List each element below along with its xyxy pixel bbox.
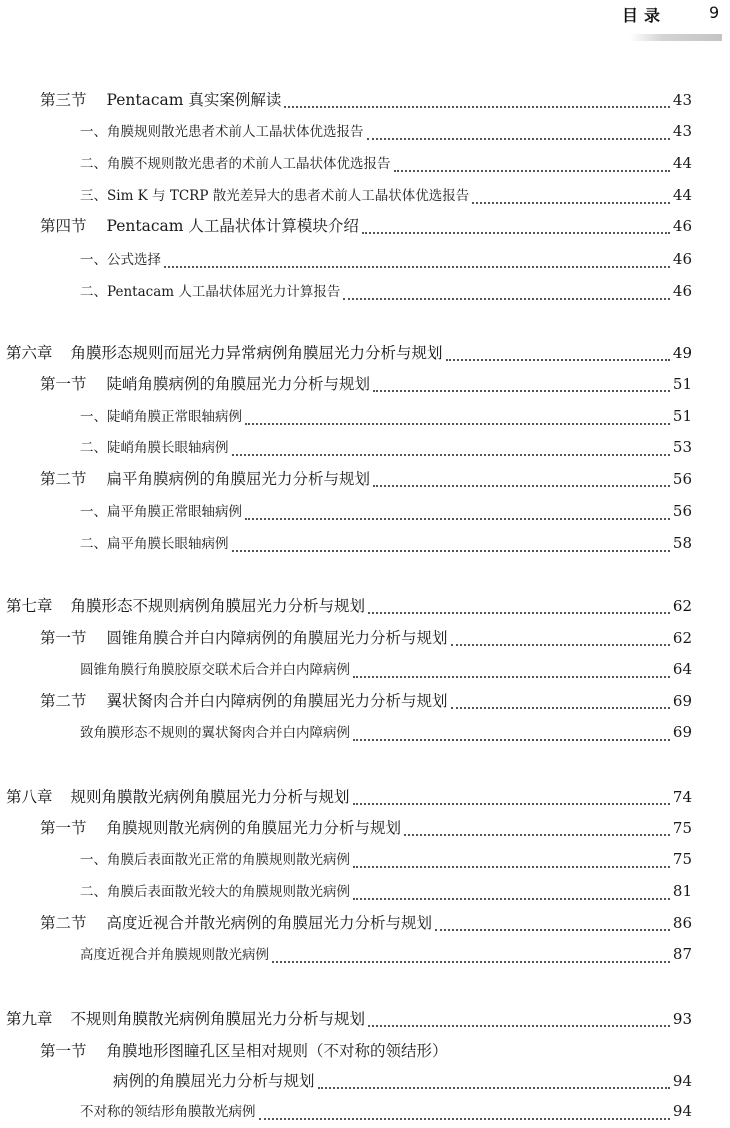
- toc-entry[interactable]: [80, 120, 692, 148]
- toc-entry[interactable]: [40, 626, 692, 654]
- toc-entry-page: 46: [672, 282, 692, 300]
- dot-leader: [272, 961, 670, 963]
- dot-leader: [373, 485, 670, 487]
- toc-entry-title: 病例的角膜屈光力分析与规划: [113, 1072, 315, 1090]
- toc-entry-page: 75: [672, 819, 692, 837]
- toc-entry-title: 高度近视合并散光病例的角膜屈光力分析与规划: [106, 914, 433, 932]
- toc-entry-title: 二、陡峭角膜长眼轴病例: [80, 440, 229, 456]
- dot-leader: [245, 518, 670, 520]
- toc-entry-page: 62: [672, 597, 692, 615]
- dot-leader: [404, 834, 670, 836]
- toc-entry-title: 不对称的领结形角膜散光病例: [80, 1104, 256, 1120]
- dot-leader: [284, 106, 669, 108]
- toc-entry[interactable]: [80, 405, 692, 433]
- toc-entry[interactable]: [80, 152, 692, 180]
- toc-entry-page: 69: [672, 723, 692, 741]
- toc-entry-title: 致角膜形态不规则的翼状胬肉合并白内障病例: [80, 725, 350, 741]
- dot-leader: [435, 929, 670, 931]
- toc-entry-page: 56: [672, 470, 692, 488]
- toc-entry-page: 58: [672, 534, 692, 552]
- dot-leader: [353, 866, 670, 868]
- dot-leader: [451, 644, 670, 646]
- toc-entry[interactable]: [40, 372, 692, 400]
- toc-entry[interactable]: [40, 214, 692, 242]
- toc-entry-title: 高度近视合并角膜规则散光病例: [80, 947, 269, 963]
- toc-entry-title: 扁平角膜病例的角膜屈光力分析与规划: [106, 470, 371, 488]
- toc-entry-number: 第八章: [6, 788, 53, 806]
- toc-entry-page: 46: [672, 250, 692, 268]
- header-page-number: 9: [709, 3, 720, 22]
- toc-entry-page: 53: [672, 438, 692, 456]
- dot-leader: [318, 1087, 670, 1089]
- toc-entry-title: 角膜地形图瞳孔区呈相对规则（不对称的领结形）: [106, 1042, 448, 1060]
- toc-entry[interactable]: [40, 911, 692, 939]
- toc-entry-page: 74: [672, 788, 692, 806]
- toc-entry-number: 第二节: [40, 914, 87, 932]
- dot-leader: [353, 898, 670, 900]
- dot-leader: [164, 266, 670, 268]
- toc-entry[interactable]: [40, 88, 692, 116]
- toc-entry-title: 翼状胬肉合并白内障病例的角膜屈光力分析与规划: [106, 692, 448, 710]
- toc-entry-page: 87: [672, 945, 692, 963]
- toc-entry[interactable]: [80, 436, 692, 464]
- dot-leader: [245, 423, 670, 425]
- toc-entry-page: 43: [672, 122, 692, 140]
- toc-entry-title: 陡峭角膜病例的角膜屈光力分析与规划: [106, 375, 371, 393]
- toc-entry-page: 56: [672, 502, 692, 520]
- dot-leader: [368, 1025, 670, 1027]
- toc-entry-page: 81: [672, 882, 692, 900]
- toc-entry-number: 第一节: [40, 1042, 87, 1060]
- dot-leader: [394, 170, 670, 172]
- toc-entry-page: 75: [672, 850, 692, 868]
- toc-entry-title: 二、角膜不规则散光患者的术前人工晶状体优选报告: [80, 156, 391, 172]
- toc-entry-page: 46: [672, 217, 692, 235]
- toc-entry-title: 角膜形态不规则病例角膜屈光力分析与规划: [70, 597, 366, 615]
- toc-entry[interactable]: [80, 1100, 692, 1128]
- toc-entry-title: 三、Sim K 与 TCRP 散光差异大的患者术前人工晶状体优选报告: [80, 188, 470, 204]
- toc-chapter-entry[interactable]: [6, 1007, 692, 1035]
- dot-leader: [259, 1118, 670, 1120]
- toc-entry-title: 角膜规则散光病例的角膜屈光力分析与规划: [106, 819, 402, 837]
- toc-entry-number: 第六章: [6, 344, 53, 362]
- toc-entry-title: 圆锥角膜行角膜胶原交联术后合并白内障病例: [80, 662, 350, 678]
- toc-entry-page: 94: [672, 1102, 692, 1120]
- dot-leader: [353, 676, 670, 678]
- toc-entry[interactable]: [80, 184, 692, 212]
- toc-entry[interactable]: [80, 880, 692, 908]
- toc-entry[interactable]: [40, 1039, 692, 1067]
- toc-entry-title: 一、扁平角膜正常眼轴病例: [80, 504, 242, 520]
- dot-leader: [446, 359, 670, 361]
- toc-entry-number: 第三节: [40, 91, 87, 109]
- toc-entry-page: 51: [672, 407, 692, 425]
- dot-leader: [353, 803, 670, 805]
- dot-leader: [353, 739, 670, 741]
- toc-chapter-entry[interactable]: [6, 785, 692, 813]
- toc-entry-page: 51: [672, 375, 692, 393]
- running-header: [0, 0, 730, 50]
- toc-entry-number: 第二节: [40, 692, 87, 710]
- toc-entry-number: 第二节: [40, 470, 87, 488]
- toc-entry-title: Pentacam 人工晶状体计算模块介绍: [106, 217, 359, 235]
- toc-entry-number: 第一节: [40, 629, 87, 647]
- toc-entry[interactable]: [80, 532, 692, 560]
- toc-entry[interactable]: [40, 467, 692, 495]
- toc-entry[interactable]: [80, 721, 692, 749]
- toc-entry-number: 第一节: [40, 375, 87, 393]
- toc-entry-page: 69: [672, 692, 692, 710]
- toc-entry-page: 44: [672, 186, 692, 204]
- dot-leader: [367, 138, 670, 140]
- toc-entry[interactable]: [80, 280, 692, 308]
- toc-entry-page: 93: [672, 1010, 692, 1028]
- toc-entry-title: 一、陡峭角膜正常眼轴病例: [80, 409, 242, 425]
- toc-entry-title: 二、Pentacam 人工晶状体屈光力计算报告: [80, 284, 341, 300]
- toc-entry-number: 第九章: [6, 1010, 53, 1028]
- toc-entry-title: 一、角膜规则散光患者术前人工晶状体优选报告: [80, 124, 364, 140]
- dot-leader: [373, 390, 670, 392]
- toc-entry-title: 不规则角膜散光病例角膜屈光力分析与规划: [70, 1010, 366, 1028]
- toc-entry[interactable]: [80, 500, 692, 528]
- toc-entry[interactable]: [80, 848, 692, 876]
- toc-entry-title: 一、角膜后表面散光正常的角膜规则散光病例: [80, 852, 350, 868]
- toc-entry-page: 62: [672, 629, 692, 647]
- dot-leader: [451, 707, 670, 709]
- toc-entry[interactable]: [80, 248, 692, 276]
- toc-entry-page: 44: [672, 154, 692, 172]
- dot-leader: [362, 232, 670, 234]
- toc-entry-title: 二、扁平角膜长眼轴病例: [80, 536, 229, 552]
- toc-entry-page: 94: [672, 1072, 692, 1090]
- dot-leader: [368, 612, 670, 614]
- toc-entry-page: 86: [672, 914, 692, 932]
- dot-leader: [232, 550, 670, 552]
- toc-entry-number: 第四节: [40, 217, 87, 235]
- dot-leader: [232, 454, 670, 456]
- dot-leader: [472, 202, 670, 204]
- dot-leader: [343, 298, 670, 300]
- toc-entry[interactable]: [40, 689, 692, 717]
- toc-entry-title: Pentacam 真实案例解读: [106, 91, 282, 109]
- toc-entry-page: 64: [672, 660, 692, 678]
- toc-entry[interactable]: [80, 658, 692, 686]
- header-label: 目录: [622, 6, 667, 25]
- toc-entry[interactable]: [40, 816, 692, 844]
- toc-entry-title: 角膜形态规则而屈光力异常病例角膜屈光力分析与规划: [70, 344, 443, 362]
- toc-entry-number: 第七章: [6, 597, 53, 615]
- toc-entry-page: 49: [672, 344, 692, 362]
- toc-chapter-entry[interactable]: [6, 594, 692, 622]
- toc-entry-title: 一、公式选择: [80, 252, 161, 268]
- header-decorative-bar: [630, 34, 722, 41]
- toc-entry-title: 圆锥角膜合并白内障病例的角膜屈光力分析与规划: [106, 629, 448, 647]
- toc-chapter-entry[interactable]: [6, 341, 692, 369]
- toc-entry-number: 第一节: [40, 819, 87, 837]
- toc-entry-title: 二、角膜后表面散光较大的角膜规则散光病例: [80, 884, 350, 900]
- toc-entry-page: 43: [672, 91, 692, 109]
- toc-entry[interactable]: [80, 943, 692, 971]
- toc-entry[interactable]: [113, 1069, 692, 1097]
- toc-entry-title: 规则角膜散光病例角膜屈光力分析与规划: [70, 788, 350, 806]
